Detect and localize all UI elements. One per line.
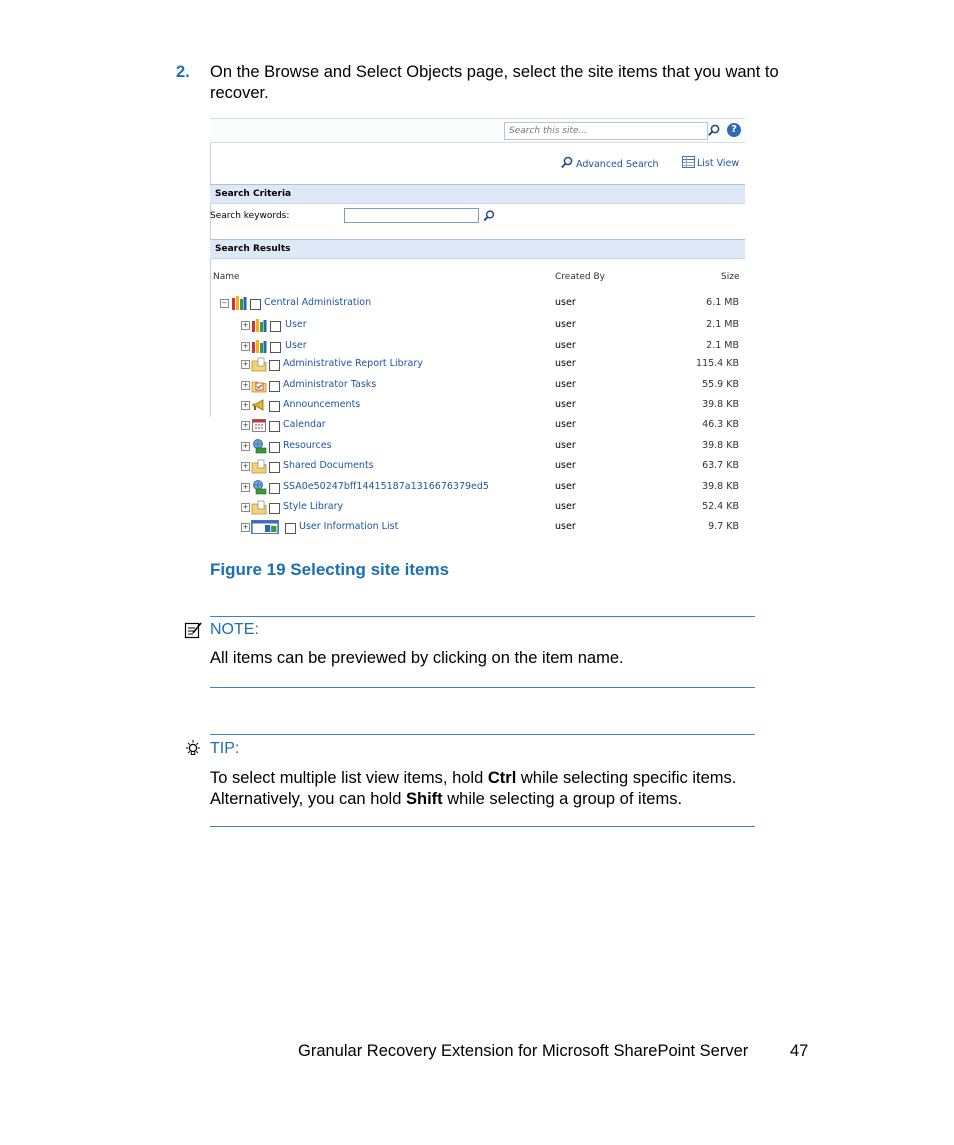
search-icon[interactable] — [707, 123, 721, 137]
links-icon — [251, 479, 267, 495]
item-created-by: user — [555, 399, 576, 410]
links-icon — [251, 438, 267, 454]
announcements-icon — [251, 397, 267, 413]
item-name-link[interactable]: Shared Documents — [283, 460, 374, 471]
item-checkbox[interactable] — [269, 462, 280, 473]
item-size: 39.8 KB — [702, 399, 739, 410]
item-size: 46.3 KB — [702, 419, 739, 430]
item-name-link[interactable]: Announcements — [283, 399, 361, 410]
list-view-link[interactable] — [682, 156, 739, 169]
table-row — [210, 416, 745, 436]
tip-text — [210, 768, 770, 810]
step-number: 2. — [176, 63, 190, 81]
step-text: On the Browse and Select Objects page, select the site items that you want to recover. — [210, 63, 779, 102]
table-row — [210, 376, 745, 396]
tasks-icon — [251, 377, 267, 393]
table-row — [210, 294, 745, 314]
expand-toggle-icon[interactable]: + — [242, 503, 249, 511]
tip-key-ctrl: Ctrl — [487, 769, 517, 787]
expand-toggle-icon[interactable]: + — [242, 401, 249, 409]
item-checkbox[interactable] — [269, 442, 280, 453]
calendar-icon — [251, 417, 267, 433]
list-view-label: List View — [697, 158, 740, 169]
item-checkbox[interactable] — [269, 503, 280, 514]
item-checkbox[interactable] — [269, 421, 280, 432]
table-row — [210, 396, 745, 416]
item-checkbox[interactable] — [285, 523, 296, 534]
page-number: 47 — [790, 1042, 809, 1060]
item-size: 2.1 MB — [706, 340, 739, 351]
item-created-by: user — [555, 521, 576, 532]
advanced-search-link[interactable] — [560, 156, 659, 170]
item-name-link[interactable]: Administrator Tasks — [283, 379, 377, 390]
item-size: 39.8 KB — [702, 481, 739, 492]
table-row — [210, 316, 745, 336]
table-row — [210, 437, 745, 457]
item-size: 2.1 MB — [706, 319, 739, 330]
column-header-created-by[interactable]: Created By — [555, 272, 605, 282]
item-created-by: user — [555, 340, 576, 351]
item-name-link[interactable]: User Information List — [299, 521, 399, 532]
item-size: 52.4 KB — [702, 501, 739, 512]
tip-line-1 — [210, 768, 770, 789]
document-library-icon — [251, 356, 267, 372]
tip-key-shift: Shift — [405, 790, 443, 808]
item-size: 55.9 KB — [702, 379, 739, 390]
item-checkbox[interactable] — [270, 342, 281, 353]
item-checkbox[interactable] — [269, 401, 280, 412]
expand-toggle-icon[interactable]: + — [242, 483, 249, 491]
lightbulb-icon — [183, 739, 203, 759]
note-label: NOTE: — [210, 621, 259, 638]
advanced-search-label: Advanced Search — [576, 159, 659, 170]
site-search-bar — [210, 118, 745, 143]
search-criteria-header — [210, 184, 745, 204]
expand-toggle-icon[interactable]: + — [242, 523, 249, 531]
tip-top-rule — [210, 734, 755, 735]
document-library-icon — [251, 458, 267, 474]
item-name-link[interactable]: Calendar — [283, 419, 326, 430]
item-created-by: user — [555, 481, 576, 492]
item-size: 63.7 KB — [702, 460, 739, 471]
note-top-rule — [210, 616, 755, 617]
item-checkbox[interactable] — [269, 381, 280, 392]
expand-toggle-icon[interactable]: + — [242, 421, 249, 429]
table-row — [210, 478, 745, 498]
figure-caption: Figure 19 Selecting site items — [210, 560, 450, 579]
table-row — [210, 518, 745, 538]
list-view-icon — [682, 156, 695, 168]
item-name-link[interactable]: Central Administration — [264, 297, 372, 308]
search-results-header — [210, 239, 745, 259]
keyword-search-icon[interactable] — [482, 209, 496, 223]
item-size: 6.1 MB — [706, 297, 739, 308]
item-name-link[interactable]: Style Library — [283, 501, 344, 512]
note-bottom-rule — [210, 687, 755, 688]
view-toolbar — [210, 142, 745, 184]
user-list-icon — [251, 519, 279, 535]
column-header-name[interactable]: Name — [213, 272, 240, 282]
item-created-by: user — [555, 501, 576, 512]
item-name-link[interactable]: SSA0e50247bff14415187a1316676379ed5 — [283, 481, 489, 492]
item-size: 115.4 KB — [696, 358, 739, 369]
footer-title: Granular Recovery Extension for Microsoft SharePoint Server — [298, 1042, 749, 1060]
table-row — [210, 355, 745, 375]
item-checkbox[interactable] — [270, 321, 281, 332]
item-created-by: user — [555, 460, 576, 471]
expand-toggle-icon[interactable]: + — [242, 381, 249, 389]
table-row — [210, 498, 745, 518]
tip-line2-after: while selecting a group of items. — [442, 790, 683, 808]
search-criteria-title: Search Criteria — [215, 189, 292, 199]
column-header-size[interactable]: Size — [721, 272, 740, 282]
note-text: All items can be previewed by clicking on the item name. — [210, 649, 624, 667]
item-created-by: user — [555, 419, 576, 430]
site-collection-icon — [231, 295, 247, 311]
tip-line-2 — [210, 789, 770, 810]
site-icon — [251, 317, 267, 333]
item-created-by: user — [555, 358, 576, 369]
tip-bottom-rule — [210, 826, 755, 827]
item-checkbox[interactable] — [269, 483, 280, 494]
expand-toggle-icon[interactable]: + — [242, 342, 249, 350]
item-checkbox[interactable] — [269, 360, 280, 371]
item-created-by: user — [555, 379, 576, 390]
note-icon — [184, 621, 202, 639]
help-icon[interactable]: ? — [727, 123, 741, 137]
browse-select-objects-screenshot — [210, 118, 745, 543]
advanced-search-icon — [560, 156, 574, 169]
item-name-link[interactable]: User — [285, 340, 307, 351]
item-size: 39.8 KB — [702, 440, 739, 451]
site-search-input[interactable] — [505, 123, 703, 139]
item-created-by: user — [555, 319, 576, 330]
expand-toggle-icon[interactable]: + — [242, 321, 249, 329]
tip-line1-after: while selecting specific items. — [516, 769, 737, 787]
item-name-link[interactable]: Resources — [283, 440, 332, 451]
item-name-link[interactable]: Administrative Report Library — [283, 358, 423, 369]
tip-line1-before: To select multiple list view items, hold — [210, 769, 488, 787]
expand-toggle-icon[interactable]: + — [242, 462, 249, 470]
tip-label: TIP: — [210, 740, 240, 757]
expand-toggle-icon[interactable]: − — [221, 299, 228, 307]
item-size: 9.7 KB — [708, 521, 739, 532]
item-checkbox[interactable] — [250, 299, 261, 310]
expand-toggle-icon[interactable]: + — [242, 442, 249, 450]
expand-toggle-icon[interactable]: + — [242, 360, 249, 368]
item-created-by: user — [555, 440, 576, 451]
search-keywords-label: Search keywords: — [210, 211, 290, 221]
document-library-icon — [251, 499, 267, 515]
item-name-link[interactable]: User — [285, 319, 307, 330]
site-icon — [251, 338, 267, 354]
table-row — [210, 457, 745, 477]
item-created-by: user — [555, 297, 576, 308]
search-results-title: Search Results — [215, 244, 291, 254]
table-row — [210, 337, 745, 357]
tip-line2-before: Alternatively, you can hold — [210, 790, 406, 808]
search-keywords-input[interactable] — [344, 208, 479, 223]
site-search-box[interactable] — [504, 122, 708, 140]
